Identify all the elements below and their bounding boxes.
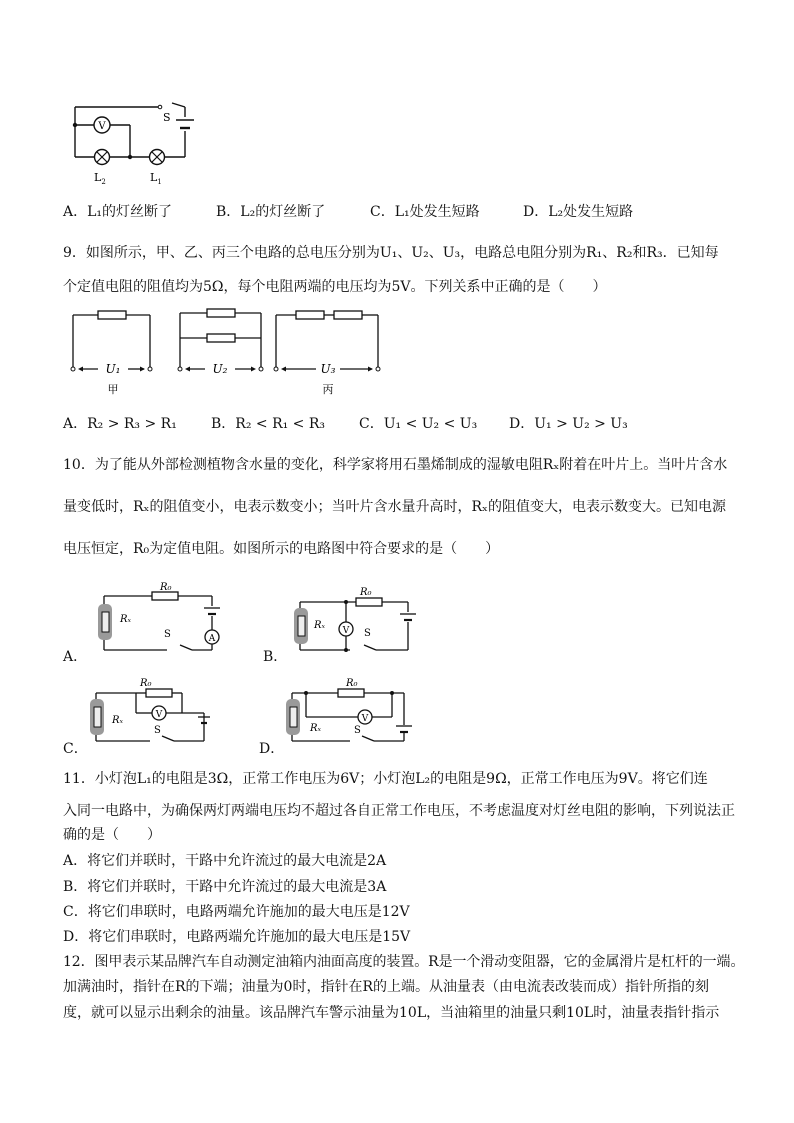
q10-stem-line-3: 电压恒定，R₀为定值电阻。如图所示的电路图中符合要求的是（ ）: [63, 541, 500, 557]
q9-stem-line-1: 9．如图所示，甲、乙、丙三个电路的总电压分别为U₁、U₂、U₃，电路总电阻分别为R₁、R₂和R₃．已知每: [63, 245, 719, 261]
q10a-switch-label: S: [164, 629, 171, 640]
q8-option-d: D．L₂处发生短路: [523, 204, 634, 220]
q9-u3-label: U₃: [320, 362, 336, 376]
q9-u1-label: U₁: [105, 362, 121, 376]
q10-stem-line-2: 量变低时，Rₓ的阻值变小，电表示数变小；当叶片含水量升高时，Rₓ的阻值变大，电表示数变大。已知电源: [63, 499, 726, 515]
q9-u2-label: U₂: [212, 362, 228, 376]
q8-switch-label: S: [163, 111, 171, 124]
q12-stem-line-3: 度，就可以显示出剩余的油量。该品牌汽车警示油量为10L，当油箱里的油量只剩10L时，油量表指针指示: [63, 1005, 720, 1021]
q10b-rx-label: Rₓ: [314, 620, 326, 631]
q10-stem-line-1: 10．为了能从外部检测植物含水量的变化，科学家将用石墨烯制成的湿敏电阻Rₓ附着在叶片上。当叶片含水: [63, 457, 728, 473]
q10c-voltmeter-label: V: [155, 710, 163, 720]
q8-l1-label: $L_1$: [150, 171, 162, 186]
q10a-r0-label: R₀: [160, 582, 172, 593]
q9-option-a: A．R₂ > R₃ > R₁: [63, 416, 177, 432]
q10-label-d: D．: [259, 741, 285, 757]
q8-option-b: B．L₂的灯丝断了: [216, 204, 326, 220]
q9-option-d: D．U₁ > U₂ > U₃: [509, 416, 628, 432]
q10b-voltmeter-label: V: [342, 626, 350, 636]
q10-circuit-d: [280, 673, 420, 748]
q10d-rx-label: Rₓ: [310, 723, 322, 734]
q12-stem-line-1: 12．图甲表示某品牌汽车自动测定油箱内油面高度的装置。R是一个滑动变阻器，它的金属滑片是杠杆的一端。: [63, 954, 745, 970]
q8-option-a: A．L₁的灯丝断了: [63, 204, 173, 220]
q10-circuit-c: [84, 673, 224, 748]
q10d-switch-label: S: [354, 725, 361, 736]
q10-label-b: B．: [263, 649, 288, 665]
q9-circuits-figure: [68, 305, 388, 400]
q8-option-c: C．L₁处发生短路: [370, 204, 480, 220]
q12-stem-line-2: 加满油时，指针在R的下端；油量为0时，指针在R的上端。从油量表（由电流表改装而成）指针所指的刻: [63, 979, 709, 995]
q11-option-d: D．将它们串联时，电路两端允许施加的最大电压是15V: [63, 929, 411, 945]
q11-option-a: A．将它们并联时，干路中允许流过的最大电流是2A: [63, 853, 387, 869]
q10-circuit-a: [92, 582, 232, 657]
q11-option-b: B．将它们并联时，干路中允许流过的最大电流是3A: [63, 879, 387, 895]
q11-option-c: C．将它们串联时，电路两端允许施加的最大电压是12V: [63, 904, 410, 920]
q11-stem-line-2: 入同一电路中，为确保两灯两端电压均不超过各自正常工作电压，不考虑温度对灯丝电阻的影响，下列说法正: [63, 803, 735, 819]
q11-stem-line-3: 确的是（ ）: [63, 827, 161, 843]
q10b-r0-label: R₀: [360, 587, 372, 598]
q10-circuit-b: [288, 582, 428, 657]
q9-jia-label: 甲: [107, 383, 119, 396]
q10-label-c: C．: [63, 741, 88, 757]
q10c-r0-label: R₀: [140, 678, 152, 689]
q9-option-c: C．U₁ < U₂ < U₃: [359, 416, 478, 432]
q10a-ammeter-label: A: [208, 634, 216, 644]
q11-stem-line-1: 11．小灯泡L₁的电阻是3Ω，正常工作电压为6V；小灯泡L₂的电阻是9Ω，正常工作电压为9V。将它们连: [63, 771, 708, 787]
q9-option-b: B．R₂ < R₁ < R₃: [211, 416, 326, 432]
q10b-switch-label: S: [364, 628, 371, 639]
q10d-voltmeter-label: V: [361, 714, 369, 724]
q9-stem-line-2: 个定值电阻的阻值均为5Ω，每个电阻两端的电压均为5V。下列关系中正确的是（ ）: [63, 279, 607, 295]
q8-l2-label: $L_2$: [94, 171, 106, 186]
q10-label-a: A．: [63, 649, 88, 665]
q10c-rx-label: Rₓ: [112, 715, 124, 726]
q10a-rx-label: Rₓ: [120, 614, 132, 625]
q10c-switch-label: S: [154, 725, 161, 736]
q8-circuit-figure: [60, 95, 210, 190]
q8-voltmeter-label: V: [98, 121, 106, 132]
q9-bing-label: 丙: [322, 383, 334, 396]
q10d-r0-label: R₀: [346, 678, 358, 689]
